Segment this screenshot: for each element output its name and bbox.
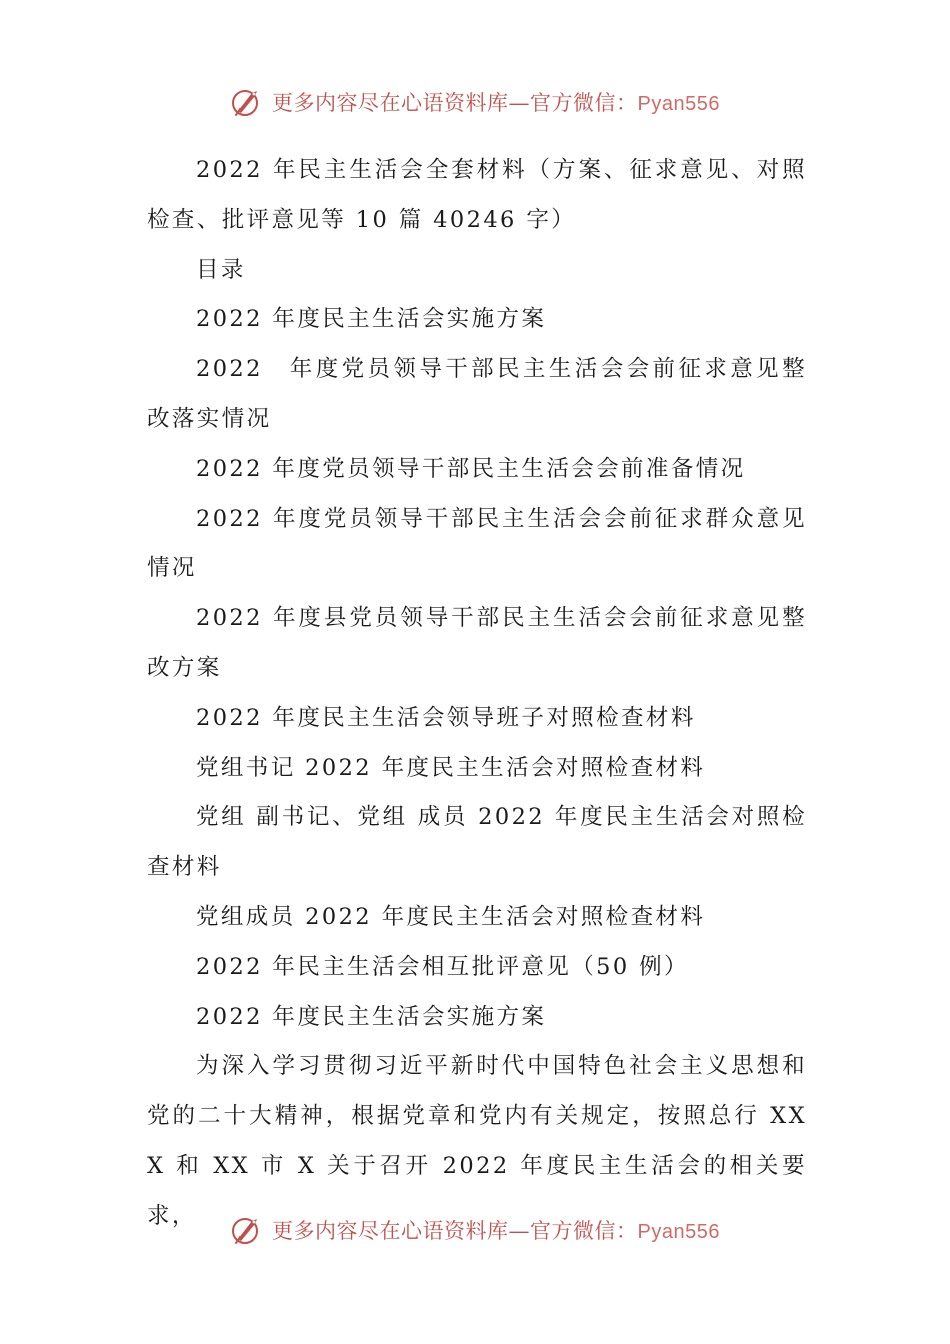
- toc-item: 2022 年度县党员领导干部民主生活会会前征求意见整改方案: [147, 605, 807, 681]
- header-wechat-id: Pyan556: [637, 93, 720, 115]
- body-paragraph: 为深入学习贯彻习近平新时代中国特色社会主义思想和党的二十大精神，根据党章和党内有关规定，按照总行 XXX 和 XX 市 X 关于召开 2022 年度民主生活会的相关要求，: [147, 1053, 807, 1229]
- footer-banner-text: [272, 1215, 720, 1245]
- pen-nib-logo-icon: [230, 1213, 264, 1247]
- toc-item: 2022 年度民主生活会实施方案: [196, 306, 547, 333]
- header-banner-label: 更多内容尽在心语资料库—官方微信：: [272, 91, 638, 115]
- footer-banner: [0, 1208, 950, 1252]
- header-banner: [0, 80, 950, 124]
- toc-item: 2022 年度民主生活会领导班子对照检查材料: [196, 704, 696, 731]
- footer-wechat-id: Pyan556: [637, 1221, 720, 1243]
- document-body: [147, 146, 807, 1242]
- toc-item: 2022 年度党员领导干部民主生活会会前征求意见整改落实情况: [147, 356, 807, 432]
- toc-item: 党组书记 2022 年度民主生活会对照检查材料: [196, 754, 706, 781]
- toc-item: 党组 副书记、党组 成员 2022 年度民主生活会对照检查材料: [147, 804, 807, 881]
- toc-item: 2022 年度党员领导干部民主生活会会前准备情况: [196, 455, 746, 482]
- toc-item: 2022 年度党员领导干部民主生活会会前征求群众意见情况: [147, 505, 807, 582]
- doc-title: 2022 年民主生活会全套材料（方案、征求意见、对照检查、批评意见等 10 篇 40246 字）: [147, 157, 807, 233]
- section-heading: 2022 年度民主生活会实施方案: [196, 1003, 547, 1030]
- toc-item: 党组成员 2022 年度民主生活会对照检查材料: [196, 903, 706, 930]
- toc-item: 2022 年民主生活会相互批评意见（50 例）: [196, 953, 689, 980]
- pen-nib-logo-icon: [230, 85, 264, 119]
- toc-heading: 目录: [196, 256, 246, 283]
- footer-banner-label: 更多内容尽在心语资料库—官方微信：: [272, 1219, 638, 1243]
- header-banner-text: [272, 87, 720, 117]
